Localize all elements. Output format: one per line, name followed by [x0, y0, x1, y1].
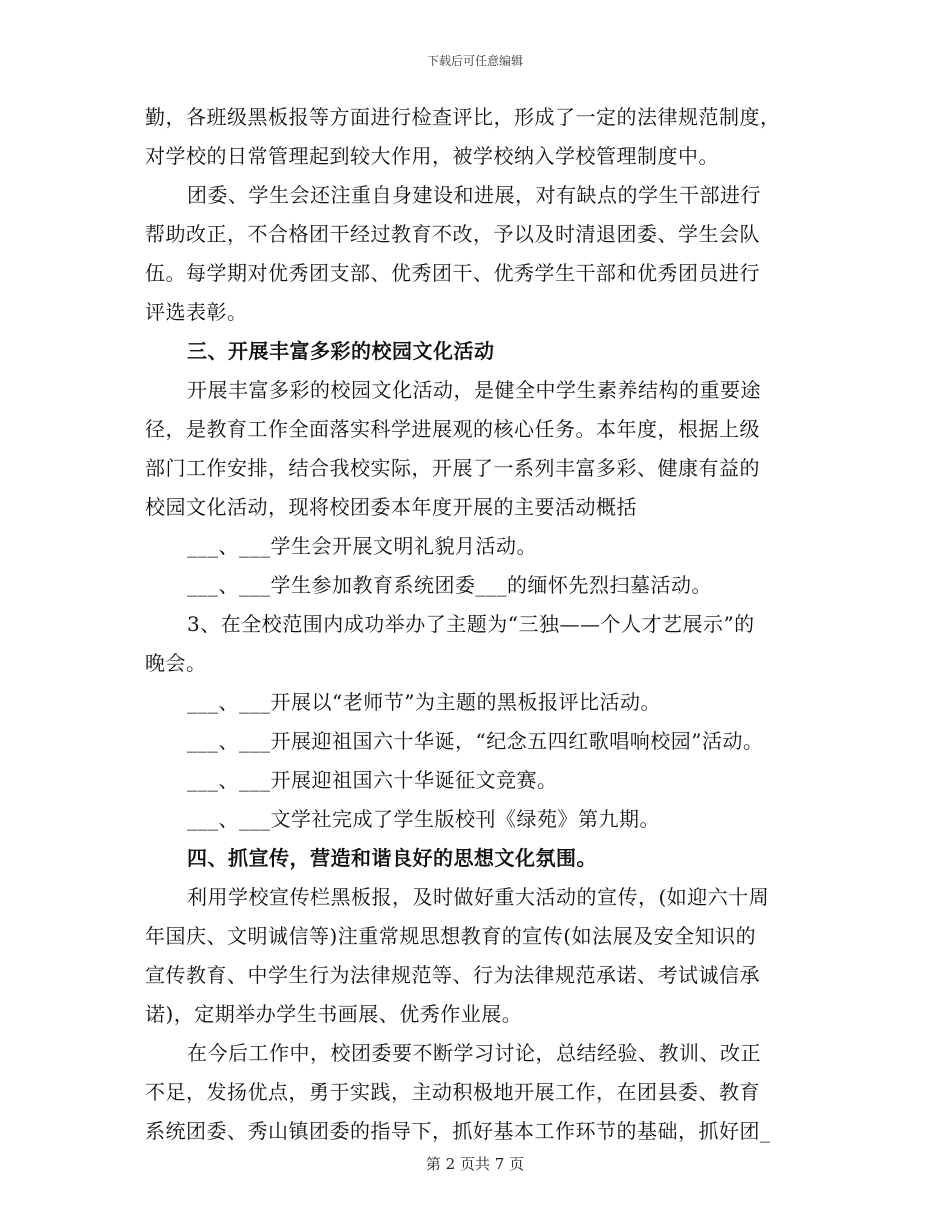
text-line: 对学校的日常管理起到较大作用，被学校纳入学校管理制度中。 — [145, 144, 719, 168]
text-line: 校园文化活动，现将校团委本年度开展的主要活动概括 — [145, 495, 637, 519]
text-line: 不足，发扬优点，勇于实践，主动积极地开展工作，在团县委、教育 — [145, 1080, 760, 1104]
text-line: ___、___开展迎祖国六十华诞征文竞赛。 — [187, 768, 558, 792]
section-heading: 三、开展丰富多彩的校园文化活动 — [187, 339, 495, 363]
text-line: 评选表彰。 — [145, 300, 248, 324]
text-line: 径，是教育工作全面落实科学进展观的核心任务。本年度，根据上级 — [145, 417, 760, 441]
text-line: ___、___开展以“老师节”为主题的黑板报评比活动。 — [187, 690, 661, 714]
text-line: 开展丰富多彩的校园文化活动，是健全中学生素养结构的重要途 — [187, 378, 761, 402]
text-line: 在今后工作中，校团委要不断学习讨论，总结经验、教训、改正 — [187, 1041, 761, 1065]
text-line: 团委、学生会还注重自身建设和进展，对有缺点的学生干部进行 — [187, 183, 761, 207]
text-line: 3、在全校范围内成功举办了主题为“三独——个人才艺展示”的 — [187, 612, 755, 636]
page-number: 第 2 页共 7 页 — [425, 1155, 525, 1173]
text-line: ___、___学生会开展文明礼貌月活动。 — [187, 534, 537, 558]
document-body — [145, 104, 810, 1157]
text-line: 系统团委、秀山镇团委的指导下，抓好基本工作环节的基础，抓好团_ — [145, 1119, 771, 1143]
text-line: ___、___开展迎祖国六十华诞，“纪念五四红歌唱响校园”活动。 — [187, 729, 764, 753]
page-header: 下载后可任意编辑 — [426, 54, 523, 68]
text-line: 诺)，定期举办学生书画展、优秀作业展。 — [145, 1002, 523, 1026]
text-line: 利用学校宣传栏黑板报，及时做好重大活动的宣传，(如迎六十周 — [187, 885, 770, 909]
text-line: 伍。每学期对优秀团支部、优秀团干、优秀学生干部和优秀团员进行 — [145, 261, 760, 285]
text-line: 晚会。 — [145, 651, 207, 675]
text-line: 部门工作安排，结合我校实际，开展了一系列丰富多彩、健康有益的 — [145, 456, 760, 480]
text-line: 宣传教育、中学生行为法律规范等、行为法律规范承诺、考试诚信承 — [145, 963, 760, 987]
text-line: 年国庆、文明诚信等)注重常规思想教育的宣传(如法展及安全知识的 — [145, 924, 757, 948]
text-line: 勤，各班级黑板报等方面进行检查评比，形成了一定的法律规范制度， — [145, 105, 781, 129]
section-heading: 四、抓宣传，营造和谐良好的思想文化氛围。 — [187, 846, 597, 870]
text-line: ___、___文学社完成了学生版校刊《绿苑》第九期。 — [187, 807, 660, 831]
text-line: ___、___学生参加教育系统团委___的缅怀先烈扫墓活动。 — [187, 573, 712, 597]
text-line: 帮助改正，不合格团干经过教育不改，予以及时清退团委、学生会队 — [145, 222, 760, 246]
